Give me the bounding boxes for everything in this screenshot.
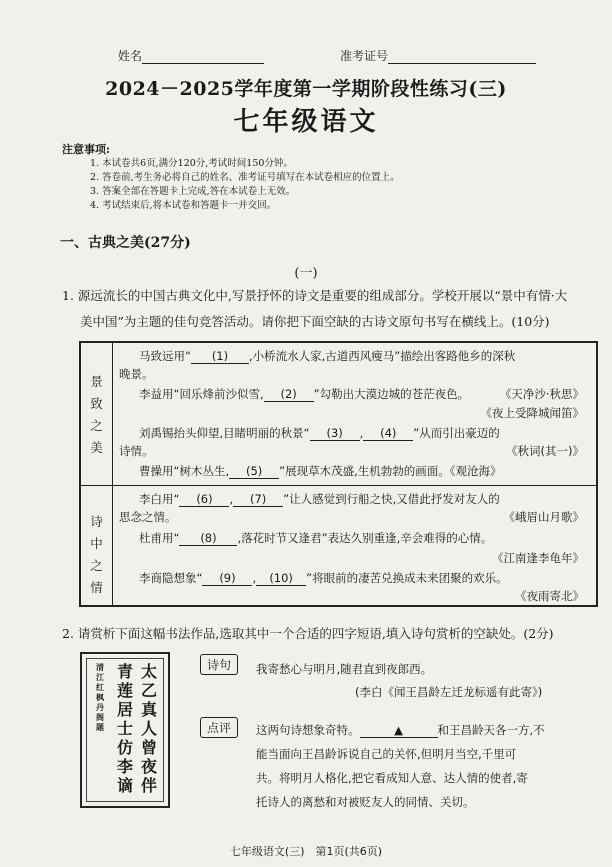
line-text: 晚景。 — [119, 367, 154, 381]
exam-title: 2024－2025学年度第一学期阶段性练习(三) — [105, 78, 507, 100]
calligraphy-seal-column: 清 江 红 枫 丹 阁 题 — [96, 662, 104, 732]
name-field — [118, 47, 264, 64]
calligraphy-artwork — [80, 652, 170, 808]
comment-line: 能当面向王昌龄诉说自己的关怀,但明月当空,千里可 — [256, 747, 517, 761]
blank-7[interactable]: (7) — [233, 492, 283, 507]
q1-line2: 美中国”为主题的佳句竞答活动。请你把下面空缺的古诗文原句书写在横线上。(10分) — [80, 314, 550, 329]
poem-text: 我寄愁心与明月,随君直到夜郎西。 — [256, 662, 433, 676]
notes-heading: 注意事项: — [62, 143, 111, 156]
id-field — [340, 47, 536, 64]
section-heading: 一、古典之美(27分) — [60, 235, 191, 251]
label-scenery: 景 致 之 美 — [90, 374, 103, 455]
comment-line: 这两句诗想象奇特。 ▲ 和王昌龄天各一方,不 — [256, 723, 545, 737]
subject-title: 七年级语文 — [233, 107, 379, 137]
id-underline — [388, 49, 536, 64]
line-q8: 杜甫用“ (8) ,落花时节又逢君”表达久别重逢,辛会难得的心情。 — [139, 531, 493, 545]
source: 《天净沙·秋思》 — [499, 387, 584, 401]
comment-line: 托诗人的离愁和对被贬友人的同情、关切。 — [256, 795, 475, 809]
calligraphy-column: 太 乙 真 人 曾 夜 伴 — [140, 662, 157, 795]
page-footer: 七年级语文(三) 第1页(共6页) — [229, 845, 383, 858]
blank-4[interactable]: (4) — [363, 426, 413, 441]
blank-8[interactable]: (8) — [179, 531, 237, 546]
blank-5[interactable]: (5) — [229, 464, 279, 479]
name-underline — [142, 49, 264, 64]
id-label: 准考证号 — [340, 49, 389, 63]
poem-table — [79, 341, 598, 607]
subsection-heading: (一) — [294, 266, 318, 281]
q2-line: 2. 请赏析下面这幅书法作品,选取其中一个合适的四字短语,填入诗句赏析的空缺处。(2分) — [62, 626, 554, 641]
name-label: 姓名 — [118, 49, 143, 63]
source: 《秋词(其一)》 — [506, 444, 584, 458]
label-emotion: 诗 中 之 情 — [90, 514, 103, 595]
line-q3: 刘禹锡抬头仰望,目睹明丽的秋景“ (3) , (4) ”从而引出豪迈的 — [139, 426, 500, 440]
comment-line: 共。将明月人格化,把它看成知人意、达人情的使者,寄 — [256, 771, 528, 785]
source: 《江南逢李龟年》 — [492, 551, 584, 565]
line-q5: 曹操用“树木丛生, (5) ”展现草木茂盛,生机勃勃的画面。《观沧海》 — [139, 464, 502, 478]
blank-3[interactable]: (3) — [310, 426, 360, 441]
source: 《夜雨寄北》 — [515, 589, 584, 603]
blank-10[interactable]: (10) — [256, 571, 306, 586]
q1-line1: 1. 源远流长的中国古典文化中,写景抒怀的诗文是重要的组成部分。学校开展以“景中有情·大 — [62, 288, 568, 303]
note-item: 2. 答卷前,考生务必将自己的姓名、准考证号填写在本试卷相应的位置上。 — [90, 172, 400, 183]
comment-blank[interactable]: ▲ — [360, 723, 438, 738]
line-text: 思念之情。 — [119, 510, 177, 524]
comment-tag: 点评 — [200, 717, 238, 738]
note-item: 1. 本试卷共6页,满分120分,考试时间150分钟。 — [90, 158, 293, 169]
note-item: 3. 答案全部在答题卡上完成,答在本试卷上无效。 — [90, 186, 296, 197]
calligraphy-column: 青 莲 居 士 仿 李 谪 — [116, 662, 133, 795]
poem-source: (李白《闻王昌龄左迁龙标遥有此寄》) — [355, 685, 543, 699]
blank-1[interactable]: (1) — [191, 349, 249, 364]
source: 《峨眉山月歌》 — [503, 510, 584, 524]
blank-9[interactable]: (9) — [202, 571, 252, 586]
blank-2[interactable]: (2) — [264, 387, 314, 402]
line-q9: 李商隐想象“ (9) , (10) ”将眼前的凄苦兑换成未来团聚的欢乐。 — [139, 571, 508, 585]
line-text: 诗情。 — [119, 444, 154, 458]
line-q6: 李白用“ (6) , (7) ”让人感觉到行船之快,又借此抒发对友人的 — [139, 492, 500, 506]
blank-6[interactable]: (6) — [179, 492, 229, 507]
note-item: 4. 考试结束后,将本试卷和答题卡一并交回。 — [90, 200, 277, 211]
line-q1: 马致远用“ (1) ,小桥流水人家,古道西风瘦马”描绘出客路他乡的深秋 — [139, 349, 516, 363]
line-q2: 李益用“回乐烽前沙似雪, (2) ”勾勒出大漠边城的苍茫夜色。 — [139, 387, 470, 401]
source: 《夜上受降城闻笛》 — [480, 406, 584, 420]
poem-tag: 诗句 — [200, 654, 238, 675]
